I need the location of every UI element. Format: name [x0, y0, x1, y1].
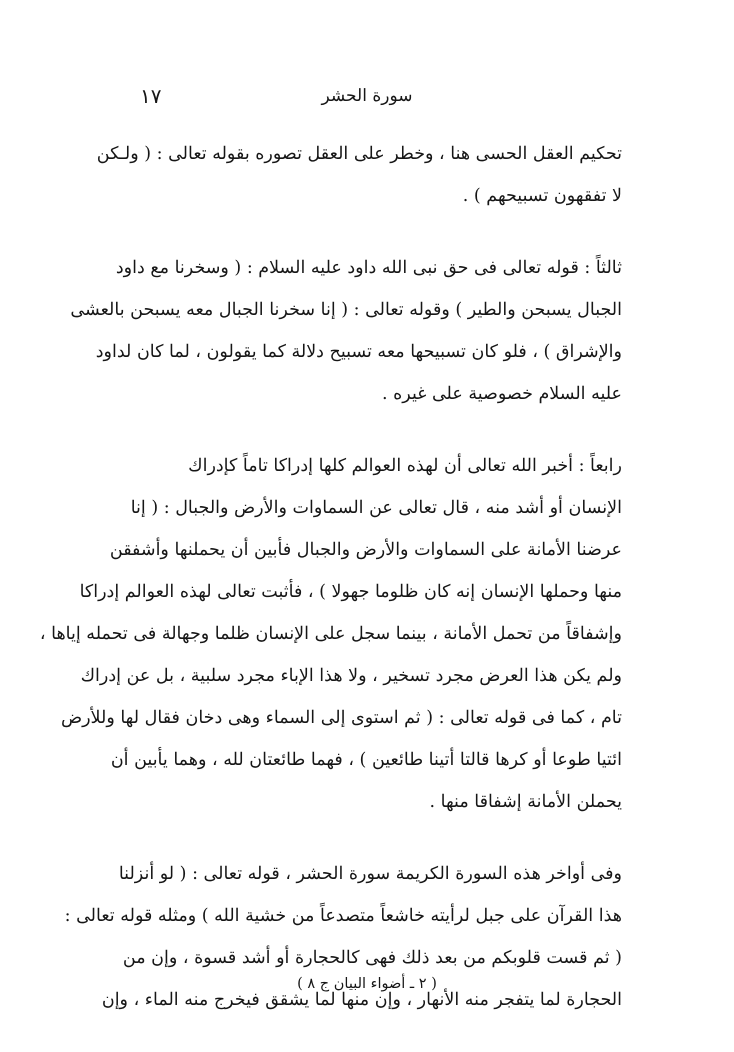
text-line: وفى أواخر هذه السورة الكريمة سورة الحشر ، قوله تعالى : ( لو أنزلنا [118, 864, 622, 884]
page-number: ١٧ [140, 84, 162, 108]
text-line: وإشفاقاً من تحمل الأمانة ، بينما سجل على الإنسان ظلما وجهالة فى تحمله إياها ، [39, 624, 622, 644]
text-line: ائتيا طوعا أو كرها قالتا أتينا طائعين ) ، فهما طائعتان لله ، وهما يأبين أن [110, 750, 622, 770]
footer-reference: ( ٢ ـ أضواء البيان ج ٨ ) [297, 976, 437, 992]
paragraph-2 [70, 256, 622, 424]
text-line: عرضنا الأمانة على السماوات والأرض والجبال فأبين أن يحملنها وأشفقن [109, 540, 622, 560]
text-line: عليه السلام خصوصية على غيره . [382, 384, 622, 404]
text-line: والإشراق ) ، فلو كان تسبيحها معه تسبيح دلالة كما يقولون ، لما كان لداود [95, 342, 622, 362]
text-line: الحجارة لما يتفجر منه الأنهار ، وإن منها لما يشقق فيخرج منه الماء ، وإن [101, 990, 622, 1010]
paragraph-3 [39, 454, 622, 832]
text-line: ولم يكن هذا العرض مجرد تسخير ، ولا هذا الإباء مجرد سلبية ، بل عن إدراك [80, 666, 622, 686]
paragraph-4 [64, 862, 622, 1030]
text-line: ( ثم قست قلوبكم من بعد ذلك فهى كالحجارة أو أشد قسوة ، وإن من [122, 948, 622, 968]
text-line: تحكيم العقل الحسى هنا ، وخطر على العقل تصوره بقوله تعالى : ( ولـكن [96, 144, 622, 164]
page-header [110, 86, 624, 120]
body-text [39, 142, 622, 1030]
text-line: هذا القرآن على جبل لرأيته خاشعاً متصدعاً من خشية الله ) ومثله قوله تعالى : [64, 906, 622, 926]
text-line: منها وحملها الإنسان إنه كان ظلوما جهولا ) ، فأثبت تعالى لهذه العوالم إدراكا [79, 582, 622, 602]
paragraph-1 [96, 142, 622, 226]
text-line: الجبال يسبحن والطير ) وقوله تعالى : ( إنا سخرنا الجبال معه يسبحن بالعشى [70, 300, 622, 320]
text-line: تام ، كما فى قوله تعالى : ( ثم استوى إلى السماء وهى دخان فقال لها وللأرض [60, 708, 622, 728]
text-line: يحملن الأمانة إشفاقا منها . [429, 792, 622, 812]
text-line: لا تفقهون تسبيحهم ) . [462, 186, 622, 206]
text-line: ثالثاً : قوله تعالى فى حق نبى الله داود عليه السلام : ( وسخرنا مع داود [115, 258, 622, 278]
surah-title: سورة الحشر [321, 86, 413, 106]
text-line: رابعاً : أخبر الله تعالى أن لهذه العوالم كلها إدراكا تاماً كإدراك [188, 456, 622, 476]
text-line: الإنسان أو أشد منه ، قال تعالى عن السماوات والأرض والجبال : ( إنا [130, 498, 622, 518]
